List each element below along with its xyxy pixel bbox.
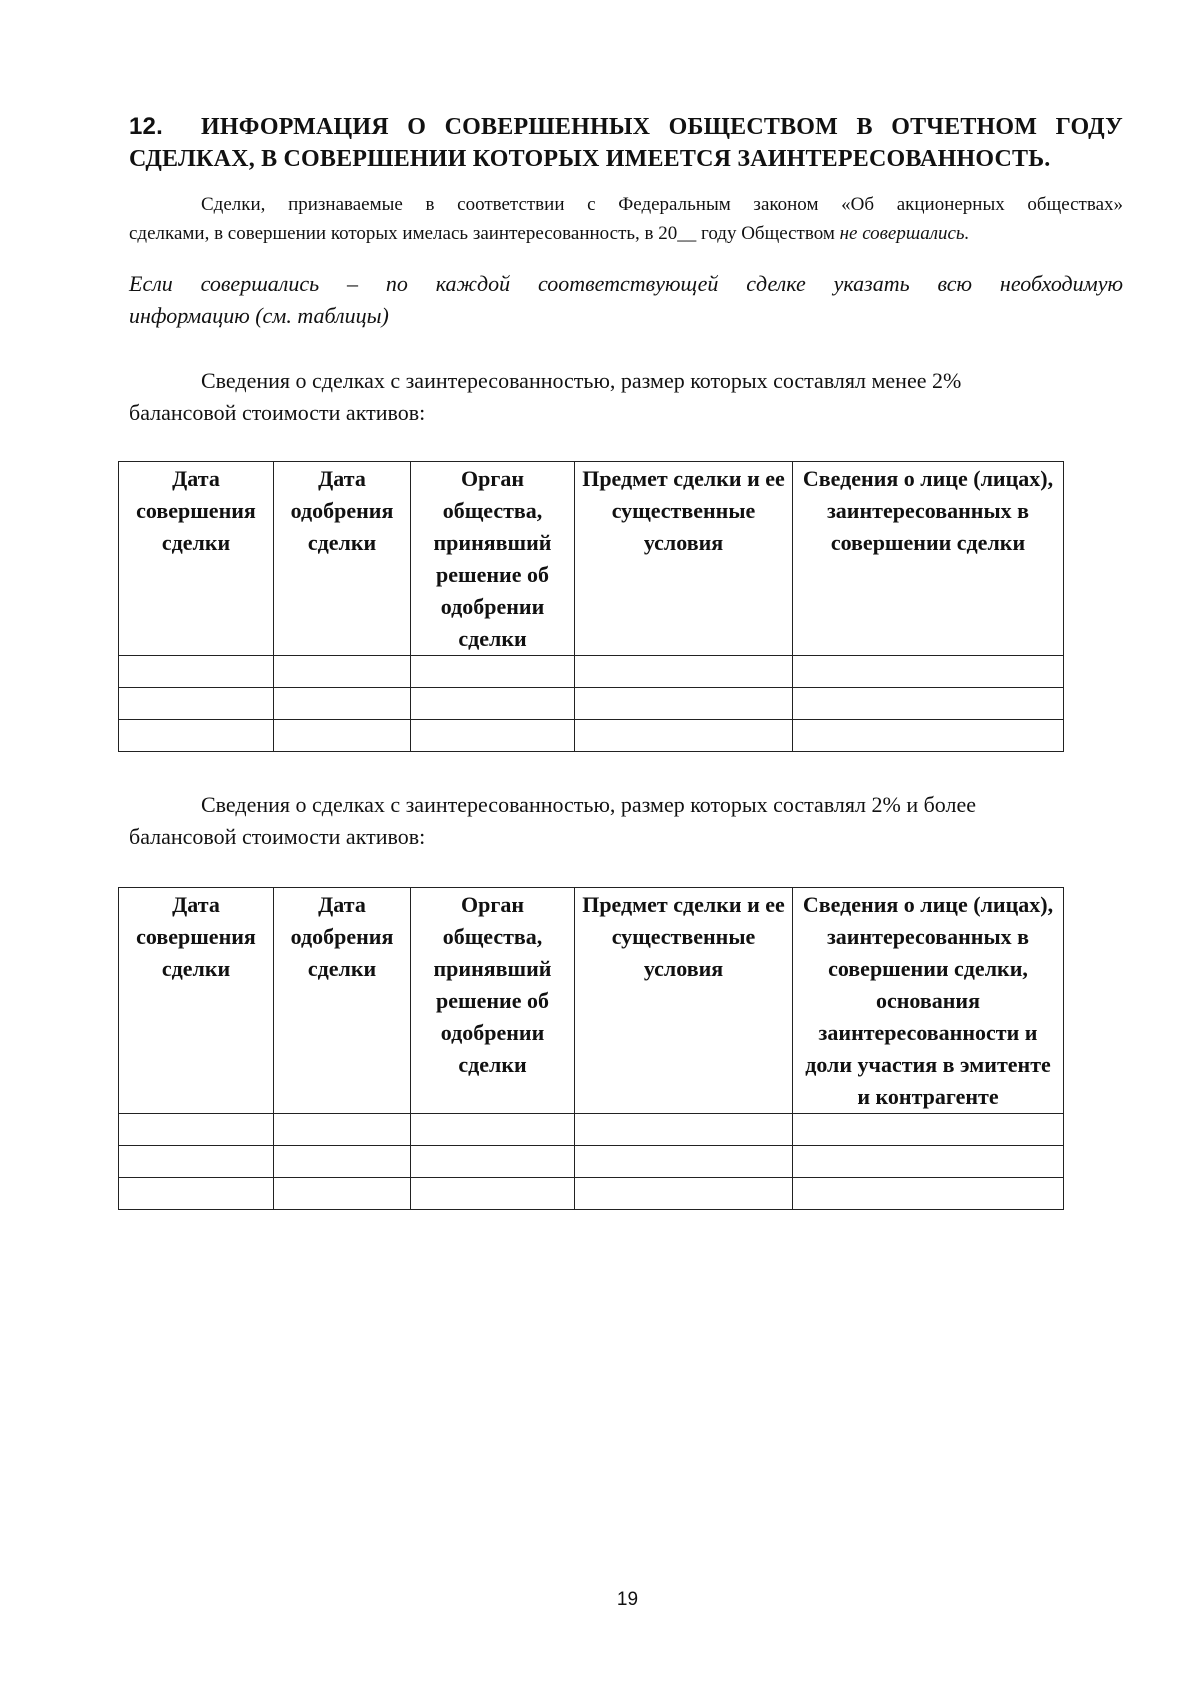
table-cell <box>274 1146 411 1178</box>
page-number: 19 <box>616 1589 639 1610</box>
deals-table-under-2-percent <box>118 461 1064 752</box>
table-cell <box>411 720 575 752</box>
table-row <box>119 1146 1064 1178</box>
header-interested-persons: Сведения о лице (лицах), заинтересованных в совершении сделки <box>793 462 1064 656</box>
statement-paragraph <box>129 190 1123 248</box>
table-cell <box>119 720 274 752</box>
table-cell <box>119 1146 274 1178</box>
header-approval-date: Дата одобрения сделки <box>274 462 411 656</box>
table-cell <box>274 1178 411 1210</box>
table-cell <box>575 1146 793 1178</box>
table1-intro-line-2: балансовой стоимости активов: <box>129 400 426 425</box>
table-cell <box>411 1146 575 1178</box>
table-row <box>119 1178 1064 1210</box>
table-cell <box>119 688 274 720</box>
instruction-line-1: Если совершались – по каждой соответствующей сделке указать всю необходимую <box>129 271 1123 296</box>
statement-italic-text: не совершались. <box>839 223 970 244</box>
table-cell <box>274 1114 411 1146</box>
table2-intro-text-1: Сведения о сделках с заинтересованностью, размер которых составлял 2% и более <box>201 792 977 817</box>
table-header-row <box>119 888 1064 1114</box>
table-cell <box>575 1178 793 1210</box>
statement-line-2-text: сделками, в совершении которых имелась заинтересованность, в 20__ году Обществом <box>129 223 835 244</box>
statement-line-1 <box>129 190 1123 219</box>
instruction-line-2: информацию (см. таблицы) <box>129 303 389 328</box>
table-cell <box>119 1178 274 1210</box>
table-cell <box>793 656 1064 688</box>
statement-line-1-text: Сделки, признаваемые в соответствии с Федеральным законом «Об акционерных обществах» <box>201 194 1123 215</box>
section-heading <box>129 111 1123 175</box>
table-cell <box>793 688 1064 720</box>
table-header-row <box>119 462 1064 656</box>
table-cell <box>793 720 1064 752</box>
table-cell <box>274 720 411 752</box>
table-cell <box>793 1178 1064 1210</box>
table-cell <box>411 688 575 720</box>
table-row <box>119 1114 1064 1146</box>
instruction-paragraph <box>129 268 1123 332</box>
table-cell <box>575 656 793 688</box>
table-cell <box>575 720 793 752</box>
table-cell <box>119 656 274 688</box>
table-cell <box>793 1114 1064 1146</box>
table-cell <box>575 1114 793 1146</box>
table-cell <box>411 656 575 688</box>
header-deal-date: Дата совершения сделки <box>119 888 274 1114</box>
table-row <box>119 656 1064 688</box>
table-cell <box>119 1114 274 1146</box>
table2-intro <box>129 789 1123 853</box>
heading-line-1 <box>129 111 1123 143</box>
header-deal-date: Дата совершения сделки <box>119 462 274 656</box>
table-cell <box>274 688 411 720</box>
header-approval-date: Дата одобрения сделки <box>274 888 411 1114</box>
header-deal-subject: Предмет сделки и ее существенные условия <box>575 888 793 1114</box>
table-cell <box>793 1146 1064 1178</box>
heading-text-line-2: СДЕЛКАХ, В СОВЕРШЕНИИ КОТОРЫХ ИМЕЕТСЯ ЗАИНТЕРЕСОВАННОСТЬ. <box>129 146 1051 172</box>
header-deal-subject: Предмет сделки и ее существенные условия <box>575 462 793 656</box>
table1-intro-line-1 <box>129 365 1123 397</box>
heading-text-line-1: ИНФОРМАЦИЯ О СОВЕРШЕННЫХ ОБЩЕСТВОМ В ОТЧЕТНОМ ГОДУ <box>201 114 1123 140</box>
header-approving-body: Орган общества, принявший решение об одобрении сделки <box>411 462 575 656</box>
table-cell <box>411 1178 575 1210</box>
header-approving-body: Орган общества, принявший решение об одобрении сделки <box>411 888 575 1114</box>
statement-line-2 <box>129 219 1123 248</box>
header-interested-persons: Сведения о лице (лицах), заинтересованных в совершении сделки, основания заинтересованности и доли участия в эмитенте и контрагенте <box>793 888 1064 1114</box>
table2-intro-line-2: балансовой стоимости активов: <box>129 824 426 849</box>
table2-intro-line-1 <box>129 789 1123 821</box>
table1-intro-text-1: Сведения о сделках с заинтересованностью, размер которых составлял менее 2% <box>201 368 962 393</box>
table-row <box>119 720 1064 752</box>
table-cell <box>411 1114 575 1146</box>
section-number: 12. <box>129 113 163 140</box>
table-row <box>119 688 1064 720</box>
deals-table-2-percent-and-more <box>118 887 1064 1210</box>
table1-intro <box>129 365 1123 429</box>
table-cell <box>274 656 411 688</box>
table-cell <box>575 688 793 720</box>
